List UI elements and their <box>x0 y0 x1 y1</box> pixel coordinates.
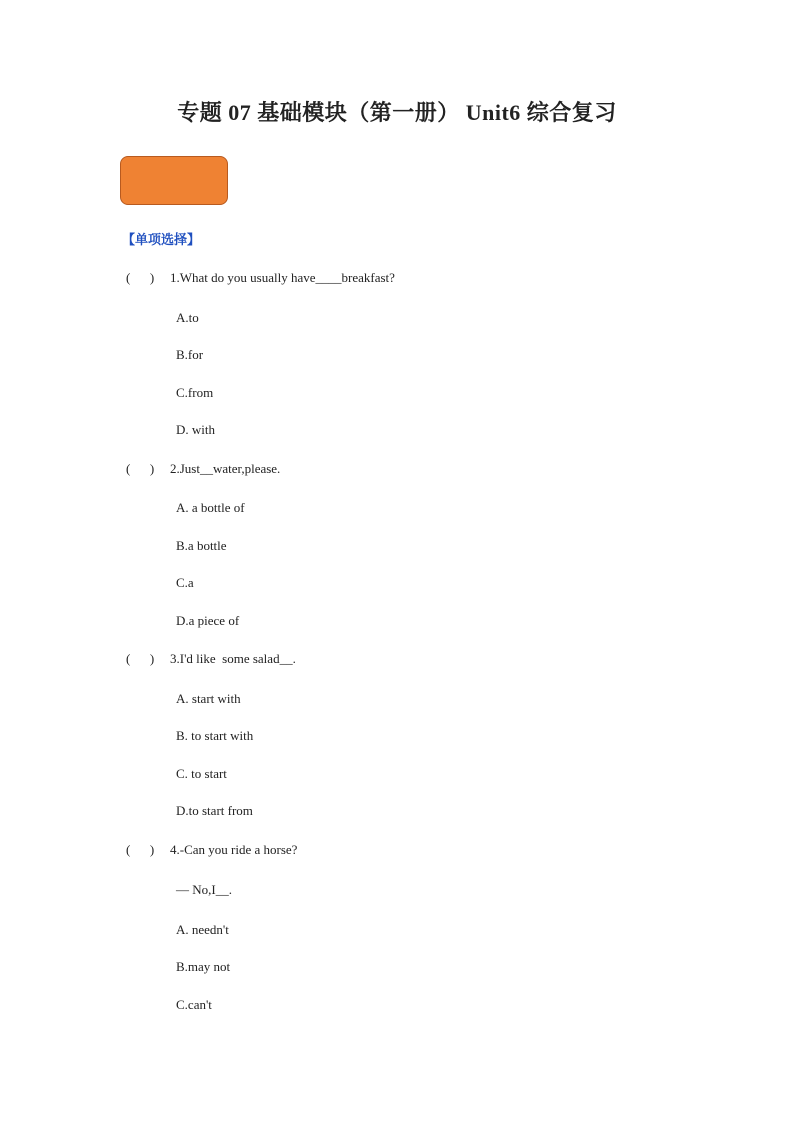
option: C.a <box>176 575 194 590</box>
option: B.may not <box>176 959 231 974</box>
option: D.a piece of <box>176 613 240 628</box>
option: C.can't <box>176 997 212 1012</box>
option: A. start with <box>176 691 241 706</box>
question-text: 1.What do you usually have____breakfast? <box>170 270 395 285</box>
question-text: 2.Just__water,please. <box>170 461 281 476</box>
dialogue-response: — No,I__. <box>176 882 232 897</box>
option: D. with <box>176 422 215 437</box>
option: B. to start with <box>176 728 254 743</box>
option: B.for <box>176 347 204 362</box>
answer-blank: ( ) <box>126 461 155 476</box>
option: C. to start <box>176 766 227 781</box>
option: A. needn't <box>176 922 229 937</box>
question-text: 4.-Can you ride a horse? <box>170 842 298 857</box>
question-text: 3.I'd like some salad__. <box>170 651 296 666</box>
decorative-banner-box <box>120 156 228 205</box>
option: D.to start from <box>176 803 253 818</box>
option: B.a bottle <box>176 538 227 553</box>
page-title: 专题 07 基础模块（第一册） Unit6 综合复习 <box>177 100 617 125</box>
option: A. a bottle of <box>176 500 245 515</box>
answer-blank: ( ) <box>126 651 155 666</box>
answer-blank: ( ) <box>126 270 155 285</box>
option: C.from <box>176 385 214 400</box>
section-heading: 【单项选择】 <box>122 233 201 248</box>
option: A.to <box>176 310 199 325</box>
answer-blank: ( ) <box>126 842 155 857</box>
